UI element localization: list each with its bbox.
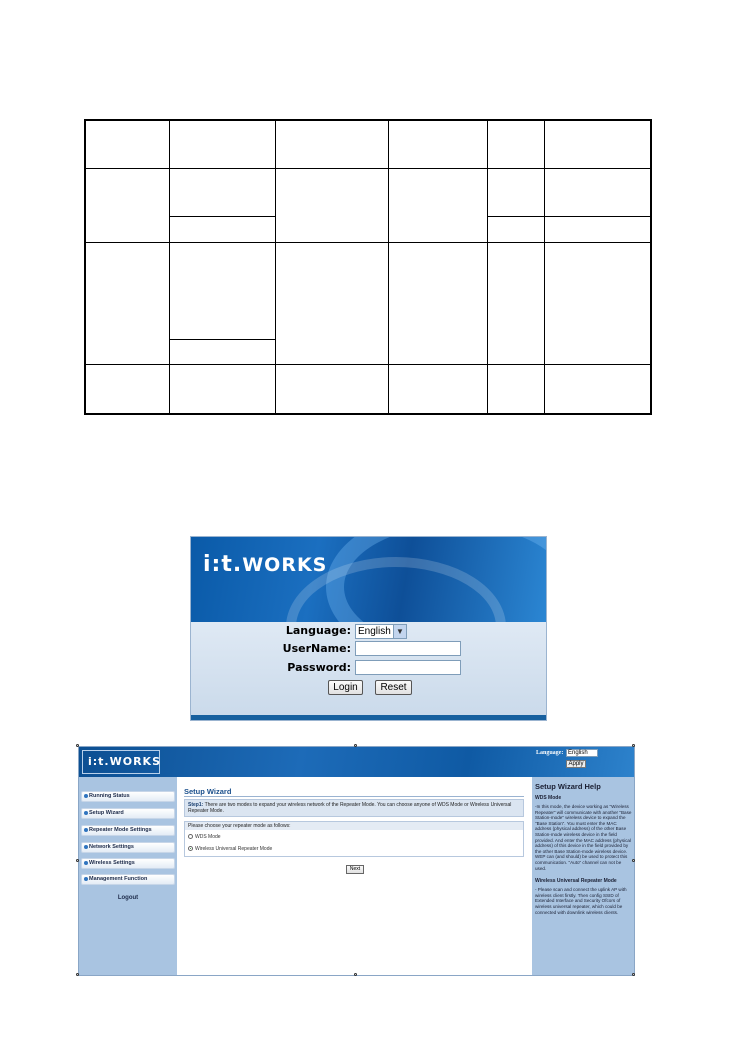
table-col-divider: [544, 121, 545, 413]
sidebar-item-running-status[interactable]: Running Status: [81, 791, 175, 802]
chevron-down-icon: ▼: [393, 625, 406, 638]
admin-language-label: Language:: [536, 750, 564, 756]
sidebar-item-network-settings[interactable]: Network Settings: [81, 842, 175, 853]
username-input[interactable]: [355, 641, 461, 656]
bullet-icon: [84, 828, 88, 832]
table-row-divider: [86, 364, 650, 365]
admin-header: [79, 747, 634, 777]
help-wur-text: - Please scan and connect the uplink AP with wireless client firstly. Then config SSID of Extended Interface and Security Ofcors of wireless universal repeater, which could be connected with downlink wireless clients.: [535, 887, 627, 915]
table-row-divider: [170, 339, 276, 340]
title-divider: [184, 796, 524, 797]
table-col-divider: [169, 121, 170, 413]
login-button[interactable]: Login: [328, 680, 363, 695]
language-select-value: English: [358, 626, 391, 637]
next-button[interactable]: Next: [346, 865, 364, 874]
radio-selected-icon[interactable]: [188, 846, 193, 851]
sidebar-item-wireless-settings[interactable]: Wireless Settings: [81, 858, 175, 869]
login-footer-bar: [191, 715, 546, 720]
selection-handle[interactable]: [354, 973, 357, 976]
selection-handle[interactable]: [354, 744, 357, 747]
option-universal-repeater[interactable]: Wireless Universal Repeater Mode: [188, 846, 272, 852]
admin-screenshot: [78, 746, 635, 976]
step-text: There are two modes to expand your wireless network of the Repeater Mode. You can choose anyone of WDS Mode or Wireless Universal Repeater Mode.: [188, 802, 512, 814]
bullet-icon: [84, 877, 88, 881]
logout-link[interactable]: Logout: [117, 895, 139, 901]
password-label: Password:: [287, 661, 351, 674]
help-panel: [532, 777, 635, 976]
table-row-divider: [170, 216, 276, 217]
apply-button[interactable]: Apply: [566, 760, 586, 768]
username-label: UserName:: [282, 642, 351, 655]
sidebar-item-management[interactable]: Management Function: [81, 874, 175, 885]
brand-logo: i:t.WORKS: [203, 552, 328, 577]
step-label: Step1:: [188, 802, 204, 808]
table-row-divider: [488, 216, 650, 217]
mode-choice-heading: Please choose your repeater mode as follows:: [185, 822, 523, 830]
bullet-icon: [84, 811, 88, 815]
table-col-divider: [487, 121, 488, 413]
table-header-divider: [86, 168, 650, 169]
selection-handle[interactable]: [76, 859, 79, 862]
language-label: Language:: [285, 624, 351, 637]
bullet-icon: [84, 845, 88, 849]
reset-button[interactable]: Reset: [375, 680, 412, 695]
step-description: [184, 799, 524, 817]
sidebar-item-repeater-mode[interactable]: Repeater Mode Settings: [81, 825, 175, 836]
help-wds-text: -In this mode, the device working as "Wireless Repeater" will communicate with another "Base Station-mode" wireless device to expand the "Base Station". You must enter the MAC address (physical address) of the other Base Station-mode wireless device in the field provided. And enter the MAC address (physical address) of this device in the field provided by the other Base Station-mode wireless device. WEP can (and should) be used to protect this communication. "Auto" channel can not be used.: [535, 804, 632, 871]
language-select[interactable]: [355, 624, 407, 639]
selection-handle[interactable]: [632, 973, 635, 976]
admin-logo: i:t.WORKS: [82, 750, 160, 774]
help-title: Setup Wizard Help: [535, 782, 601, 791]
page-title: Setup Wizard: [184, 787, 232, 796]
admin-language-select[interactable]: English: [566, 749, 598, 757]
bullet-icon: [84, 861, 88, 865]
sidebar-item-setup-wizard[interactable]: Setup Wizard: [81, 808, 175, 819]
spec-table: [84, 119, 652, 415]
selection-handle[interactable]: [632, 744, 635, 747]
selection-handle[interactable]: [632, 859, 635, 862]
option-wds-mode[interactable]: WDS Mode: [188, 834, 221, 840]
selection-handle[interactable]: [76, 973, 79, 976]
help-wds-title: WDS Mode: [535, 795, 562, 801]
password-input[interactable]: [355, 660, 461, 675]
admin-sidebar: [79, 777, 177, 976]
login-banner: [191, 537, 546, 622]
login-screenshot: [190, 536, 547, 721]
radio-icon[interactable]: [188, 834, 193, 839]
mode-choice-box: [184, 821, 524, 857]
selection-handle[interactable]: [76, 744, 79, 747]
table-col-divider: [275, 121, 276, 413]
help-wur-title: Wireless Universal Repeater Mode: [535, 878, 617, 885]
table-row-divider: [86, 242, 650, 243]
bullet-icon: [84, 794, 88, 798]
table-col-divider: [388, 121, 389, 413]
admin-main: [179, 777, 529, 976]
